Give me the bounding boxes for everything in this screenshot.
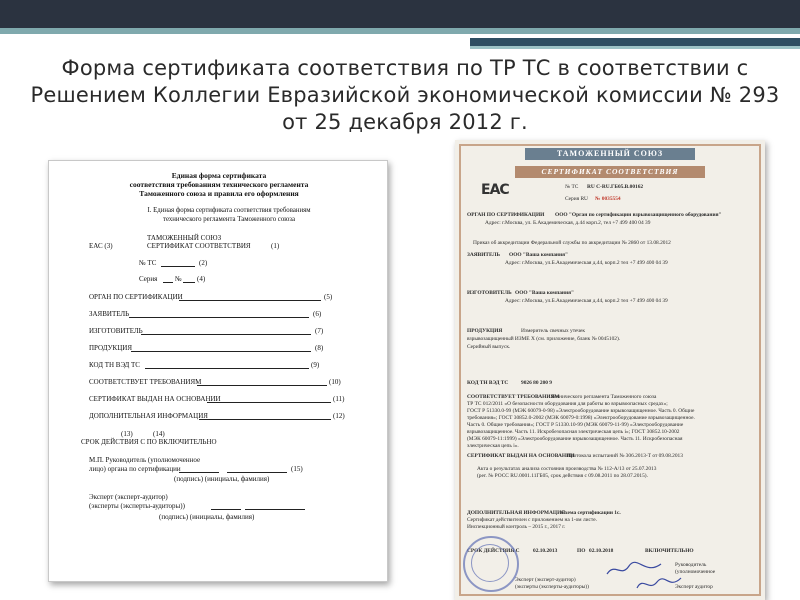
top-band: [0, 0, 800, 28]
cert-product-line-1: Измеритель свечных утечек: [521, 328, 586, 334]
form-num-4: (4): [197, 275, 206, 283]
cert-date-from: 02.10.2013: [533, 548, 558, 554]
cert-date-to-label: ПО: [577, 548, 586, 554]
cert-req-line-7: (МЭК 60079-11:1999) «Электрооборудование взрывозащищенное. Часть 11. Искробезопасная: [467, 436, 683, 442]
slide-title: [20, 55, 790, 136]
form-sign-caption-2: (подпись) (инициалы, фамилия): [159, 513, 255, 521]
form-validity: СРОК ДЕЙСТВИЯ С ПО ВКЛЮЧИТЕЛЬНО: [81, 438, 217, 446]
form-sign-line: [179, 472, 219, 473]
form-field-line: [145, 368, 309, 369]
cert-add-line-3: Инспекционный контроль – 2015 г., 2017 г.: [467, 524, 566, 530]
form-field-line: [179, 300, 321, 301]
title-line-1: Форма сертификата соответствия по ТР ТС в соответствии с: [61, 56, 749, 80]
filled-certificate: [455, 140, 765, 600]
cert-product-line-3: Серийный выпуск.: [467, 344, 511, 350]
cert-code-label: КОД ТН ВЭД ТС: [467, 380, 509, 386]
cert-validity-label: СРОК ДЕЙСТВИЯ С: [467, 548, 520, 554]
cert-product-line-2: взрывозащищенный ИЗМЕ Х (см. приложение, бланк № 0045102).: [467, 336, 621, 342]
cert-organ-value: ООО "Орган по сертификации взрывозащищенного оборудования": [555, 212, 722, 218]
form-series-no: №: [175, 275, 182, 283]
form-field-label: СООТВЕТСТВУЕТ ТРЕБОВАНИЯМ: [89, 378, 202, 386]
form-field-num: (12): [333, 412, 345, 420]
form-header-line-3: Таможенного союза и правила его оформления: [139, 189, 299, 198]
cert-maker-addr: Адрес: г.Москва, ул.Б.Академическая д.44, корп.2 тел +7 499 400 04 39: [505, 298, 668, 304]
cert-req-line-2: ТР ТС 012/2011 «О безопасности оборудования для работы во взрывоопасных средах»;: [467, 401, 668, 407]
form-num-tc-line: [161, 266, 195, 267]
cert-req-line-8: электрическая цепь i».: [467, 443, 519, 449]
form-expert-name-line: [245, 509, 305, 510]
form-field-label: ЗАЯВИТЕЛЬ: [89, 310, 130, 318]
form-name-line: [227, 472, 287, 473]
form-num-2: (2): [199, 259, 208, 267]
form-num-15: (15): [291, 465, 303, 473]
cert-union-banner: ТАМОЖЕННЫЙ СОЮЗ: [525, 148, 695, 160]
form-field-line: [197, 385, 327, 386]
accent-bar-light: [470, 46, 800, 49]
form-field-label: КОД ТН ВЭД ТС: [89, 361, 140, 369]
cert-series-value: № 0035554: [595, 196, 621, 202]
seal-stamp-inner: [471, 544, 509, 582]
cert-basis-label: СЕРТИФИКАТ ВЫДАН НА ОСНОВАНИИ: [467, 453, 575, 459]
cert-basis-line-2: Акта о результатах анализа состояния производства № 112-А/13 от 25.07.2013: [477, 466, 657, 472]
cert-add-value: Схема сертификации 1с.: [561, 510, 621, 516]
form-field-line: [199, 419, 331, 420]
form-field-label: СЕРТИФИКАТ ВЫДАН НА ОСНОВАНИИ: [89, 395, 221, 403]
form-field-num: (6): [313, 310, 322, 318]
form-field-label: ДОПОЛНИТЕЛЬНАЯ ИНФОРМАЦИЯ: [89, 412, 208, 420]
cert-req-line-4: требования»; ГОСТ 30852.0-2002 (МЭК 60079-0:1998) «Электрооборудование взрывозащищенное.: [467, 415, 695, 421]
form-field-line: [129, 317, 309, 318]
cert-expert-label-1: Эксперт (эксперт-аудитор): [515, 577, 576, 583]
cert-date-to: 02.10.2018: [589, 548, 614, 554]
title-line-3: от 25 декабря 2012 г.: [282, 110, 528, 134]
cert-req-line-3: ГОСТ Р 51330.0-99 (МЭК 60079-0-98) «Электрооборудование взрывозащищенное. Часть 0. Общие: [467, 408, 695, 414]
eac-mark: ЕАС: [481, 182, 509, 198]
form-field-num: (11): [333, 395, 345, 403]
form-field-line: [207, 402, 331, 403]
form-header-line-2: соответствия требованиям технического регламента: [129, 180, 309, 189]
cert-req-line-1: Технического регламента Таможенного союза: [551, 394, 657, 400]
form-series-no-line: [183, 282, 195, 283]
accent-bar: [470, 38, 800, 46]
cert-maker-label: ИЗГОТОВИТЕЛЬ: [467, 290, 512, 296]
cert-head-label: Руководитель: [675, 562, 707, 568]
form-section-line-2: технического регламента Таможенного союза: [163, 216, 295, 223]
form-field-line: [131, 351, 311, 352]
form-series: Серия: [139, 275, 158, 283]
cert-add-label: ДОПОЛНИТЕЛЬНАЯ ИНФОРМАЦИЯ: [467, 510, 566, 516]
title-line-2: Решением Коллегии Евразийской экономической комиссии № 293: [30, 83, 780, 107]
cert-req-label: СООТВЕТСТВУЕТ ТРЕБОВАНИЯМ: [467, 394, 560, 400]
form-num-1: (1): [271, 242, 280, 250]
cert-req-line-6: взрывозащищенное. Часть 11. Искробезопасная электрическая цепь i»; ГОСТ 30852.10-2002: [467, 429, 680, 435]
form-num-13: (13): [121, 430, 133, 438]
form-eac: ЕАС (3): [89, 242, 113, 250]
cert-basis-line-1: Протокола испытаний № 306.2013-Т от 09.08.2013: [567, 453, 683, 459]
cert-head-label-2: (уполномоченное: [675, 569, 716, 575]
cert-num-label: № ТС: [565, 184, 579, 190]
cert-organ-label: ОРГАН ПО СЕРТИФИКАЦИИ: [467, 212, 545, 218]
cert-expert-right: Эксперт аудитор: [675, 584, 713, 590]
cert-applicant-value: ООО "Ваша компания": [509, 252, 569, 258]
form-header-line-1: Единая форма сертификата: [171, 171, 267, 180]
cert-req-line-5: Часть 0. Общие требования»; ГОСТ Р 51330.10-99 (МЭК 60079-11-99) «Электрооборудование: [467, 422, 684, 428]
form-field-line: [141, 334, 311, 335]
cert-expert-label-2: (эксперты (эксперты-аудиторы)): [515, 584, 589, 590]
cert-add-line-2: Сертификат действителен с приложением на 1-ом листе.: [467, 517, 598, 523]
form-series-line: [163, 282, 173, 283]
cert-applicant-addr: Адрес: г.Москва, ул.Б.Академическая д.44, корп.2 тел +7 499 400 04 39: [505, 260, 668, 266]
form-field-num: (9): [311, 361, 320, 369]
form-mp-line-1: М.П. Руководитель (уполномоченное: [89, 456, 201, 464]
form-field-num: (8): [315, 344, 324, 352]
cert-accred: Приказ об аккредитации Федеральной службы по аккредитации № 2860 от 13.08.2012: [473, 240, 671, 246]
form-field-num: (10): [329, 378, 341, 386]
form-field-label: ПРОДУКЦИЯ: [89, 344, 133, 352]
form-num-14: (14): [153, 430, 165, 438]
cert-applicant-label: ЗАЯВИТЕЛЬ: [467, 252, 501, 258]
signature-expert: [635, 574, 685, 594]
form-union: ТАМОЖЕННЫЙ СОЮЗ: [147, 234, 222, 242]
form-field-num: (5): [324, 293, 333, 301]
cert-title-banner: СЕРТИФИКАТ СООТВЕТСТВИЯ: [515, 166, 705, 178]
cert-code-value: 9026 80 200 9: [521, 380, 552, 386]
cert-inclusive: ВКЛЮЧИТЕЛЬНО: [645, 548, 694, 554]
form-cert-title: СЕРТИФИКАТ СООТВЕТСТВИЯ: [147, 242, 251, 250]
form-field-num: (7): [315, 327, 324, 335]
accent-strip: [0, 28, 800, 34]
form-field-label: ИЗГОТОВИТЕЛЬ: [89, 327, 143, 335]
form-expert-sign-line: [211, 509, 241, 510]
form-expert-line-2: (эксперты (эксперты-аудиторы)): [89, 502, 185, 510]
cert-num-value: RU C-RU.ГБ05.В.00162: [587, 184, 644, 190]
cert-product-label: ПРОДУКЦИЯ: [467, 328, 503, 334]
form-expert-line-1: Эксперт (эксперт-аудитор): [89, 493, 168, 501]
form-num-tc: № ТС: [139, 259, 157, 267]
form-field-label: ОРГАН ПО СЕРТИФИКАЦИИ: [89, 293, 183, 301]
cert-organ-addr: Адрес: г.Москва, ул. Б.Академическая, д.44 корп.2, тел +7 499 400 04 39: [485, 220, 651, 226]
blank-certificate-form: [48, 160, 388, 582]
form-section-line-1: I. Единая форма сертификата соответствия требованиям: [147, 207, 311, 214]
form-sign-caption-1: (подпись) (инициалы, фамилия): [174, 475, 270, 483]
cert-series-label: Серия RU: [565, 196, 588, 202]
cert-maker-value: ООО "Ваша компания": [515, 290, 575, 296]
form-mp-line-2: лицо) органа по сертификации: [89, 465, 181, 473]
cert-basis-line-3: (рег. № РОСС RU.0001.11ГБ05, срок действия с 09.08.2011 по 28.07.2015).: [477, 473, 648, 479]
